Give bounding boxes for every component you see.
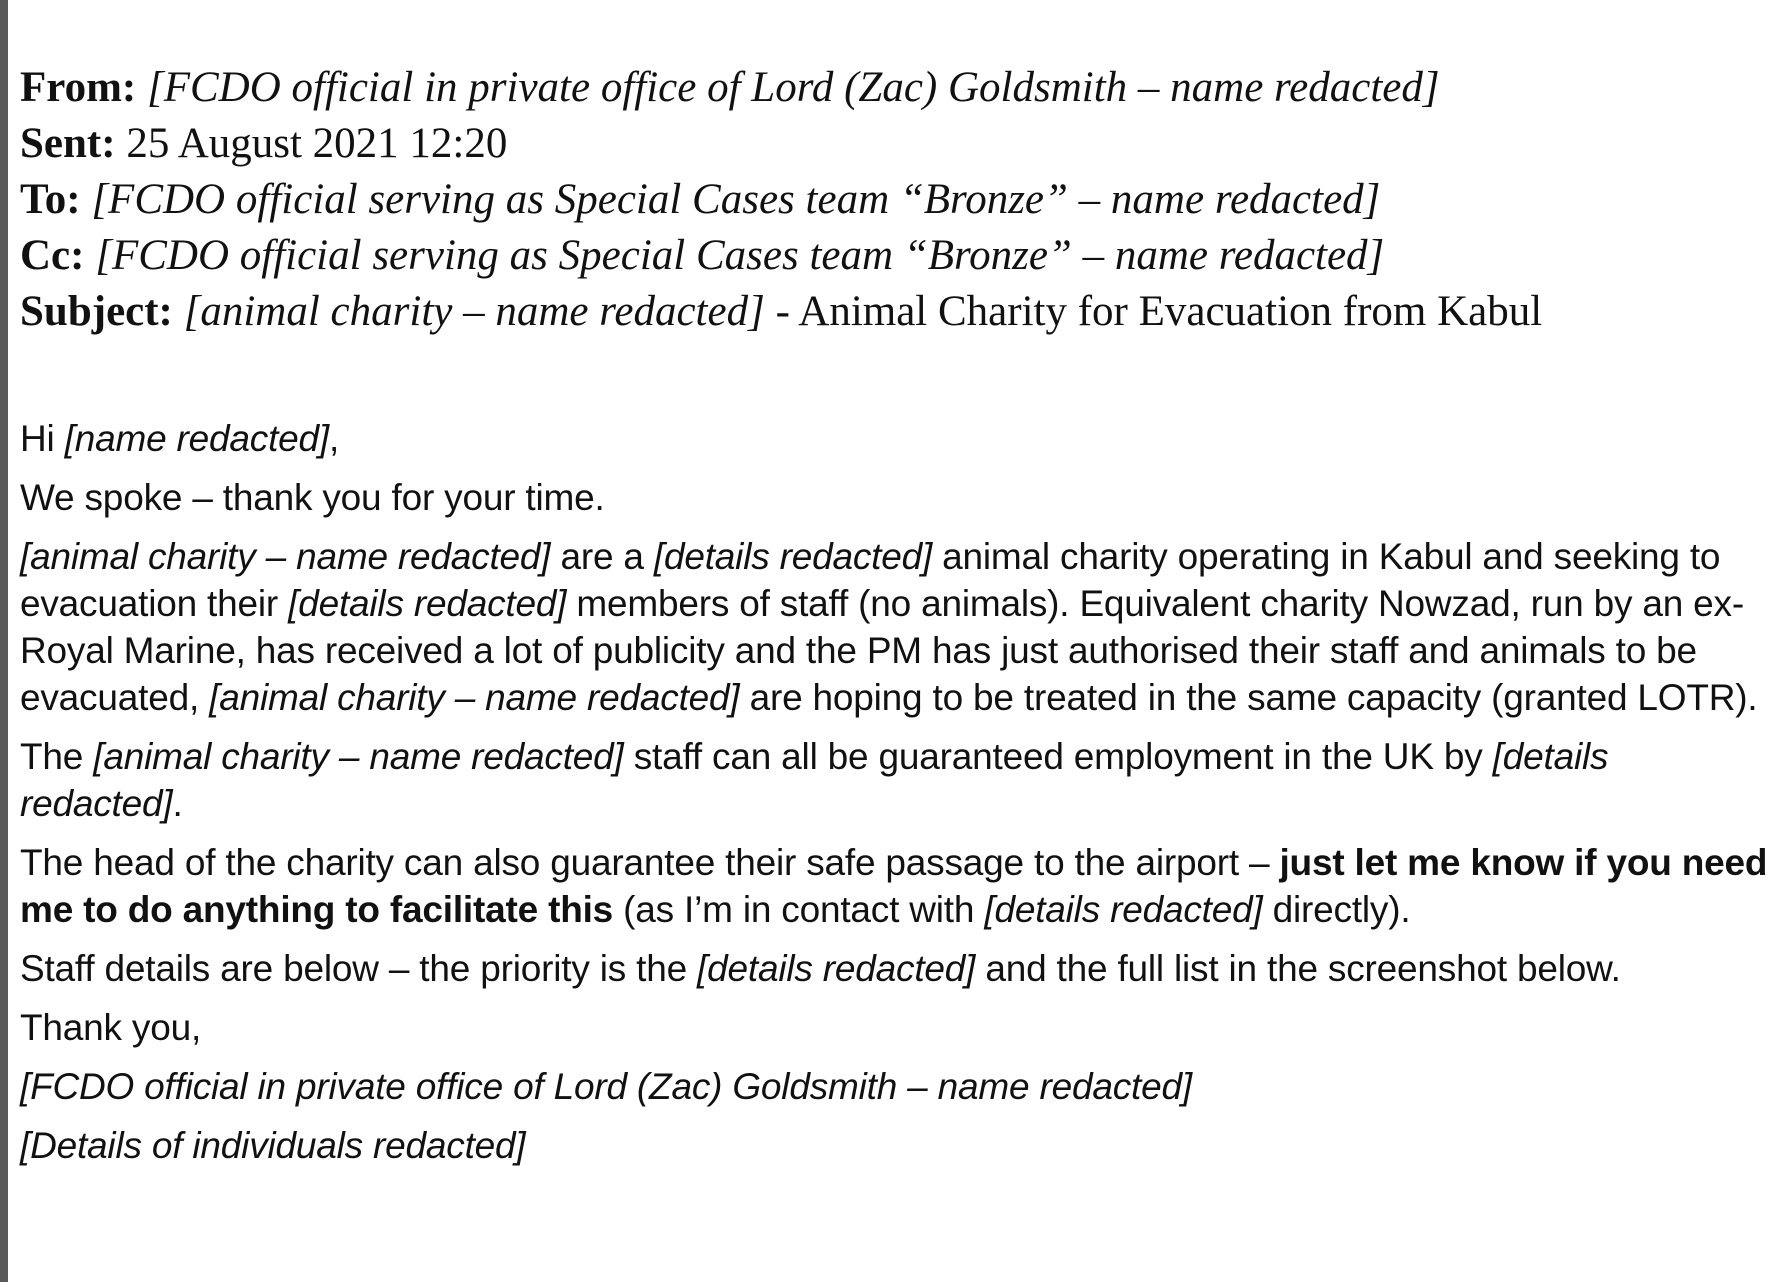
subject-redacted: [animal charity – name redacted] [183, 288, 765, 335]
sent-value: 25 August 2021 12:20 [126, 120, 508, 167]
greeting-hi: Hi [20, 418, 65, 459]
redacted-text: [details redacted] [20, 736, 1609, 824]
body-text: members of staff (no animals). Equivalent charity Nowzad, run by an ex-Royal Marine, has received a lot of publicity and the PM has just authorised their staff and animals to be evacuated, [20, 583, 1744, 718]
cc-label: Cc: [20, 232, 85, 279]
redacted-text: [details redacted] [288, 583, 567, 624]
body-text: directly). [1262, 889, 1411, 930]
subject-text: - Animal Charity for Evacuation from Kabul [764, 288, 1543, 335]
body-text: Staff details are below – the priority is the [20, 948, 698, 989]
cc-value: [FCDO official serving as Special Cases team “Bronze” – name redacted] [95, 232, 1385, 279]
paragraph-1: We spoke – thank you for your time. [20, 477, 605, 518]
sent-line [20, 116, 1542, 172]
redacted-text: [details redacted] [653, 536, 933, 577]
signature-text: [FCDO official in private office of Lord (Zac) Goldsmith – name redacted] [20, 1066, 1192, 1107]
subject-line [20, 284, 1542, 340]
redacted-text: [animal charity – name redacted] [93, 736, 624, 777]
cc-line [20, 228, 1542, 284]
body-text: animal charity operating in Kabul and seeking to evacuation their [20, 536, 1721, 624]
greeting [20, 415, 1770, 462]
to-label: To: [20, 176, 81, 223]
body-text: The head of the charity can also guarantee their safe passage to the airport – [20, 842, 1280, 883]
redacted-text: [details redacted] [697, 948, 976, 989]
redacted-text: [animal charity – name redacted] [20, 536, 551, 577]
signoff: Thank you, [20, 1007, 202, 1048]
paragraph-4 [20, 839, 1770, 933]
signature [20, 1063, 1770, 1110]
body-text: The [20, 736, 94, 777]
footer-text: [Details of individuals redacted] [20, 1125, 526, 1166]
body-text: . [172, 783, 183, 824]
from-line [20, 60, 1542, 116]
body-text: are a [550, 536, 654, 577]
email-body [20, 415, 1770, 1181]
paragraph-2 [20, 533, 1770, 721]
body-text: are hoping to be treated in the same capacity (granted LOTR). [739, 677, 1758, 718]
subject-label: Subject: [20, 288, 173, 335]
redacted-text: [details redacted] [984, 889, 1263, 930]
to-value: [FCDO official serving as Special Cases team “Bronze” – name redacted] [91, 176, 1381, 223]
redacted-text: [animal charity – name redacted] [209, 677, 740, 718]
to-line [20, 172, 1542, 228]
body-text: staff can all be guaranteed employment in the UK by [623, 736, 1493, 777]
paragraph-3 [20, 733, 1770, 827]
from-label: From: [20, 64, 137, 111]
greeting-name: [name redacted] [64, 418, 330, 459]
greeting-comma: , [329, 418, 340, 459]
from-value: [FCDO official in private office of Lord (Zac) Goldsmith – name redacted] [146, 64, 1440, 111]
sent-label: Sent: [20, 120, 116, 167]
paragraph-5 [20, 945, 1770, 992]
email-header [20, 60, 1542, 340]
footer-note [20, 1122, 1770, 1169]
left-border [0, 0, 8, 1282]
bold-request: just let me know if you need me to do anything to facilitate this [20, 842, 1768, 930]
body-text: and the full list in the screenshot below. [975, 948, 1621, 989]
body-text: (as I’m in contact with [613, 889, 985, 930]
